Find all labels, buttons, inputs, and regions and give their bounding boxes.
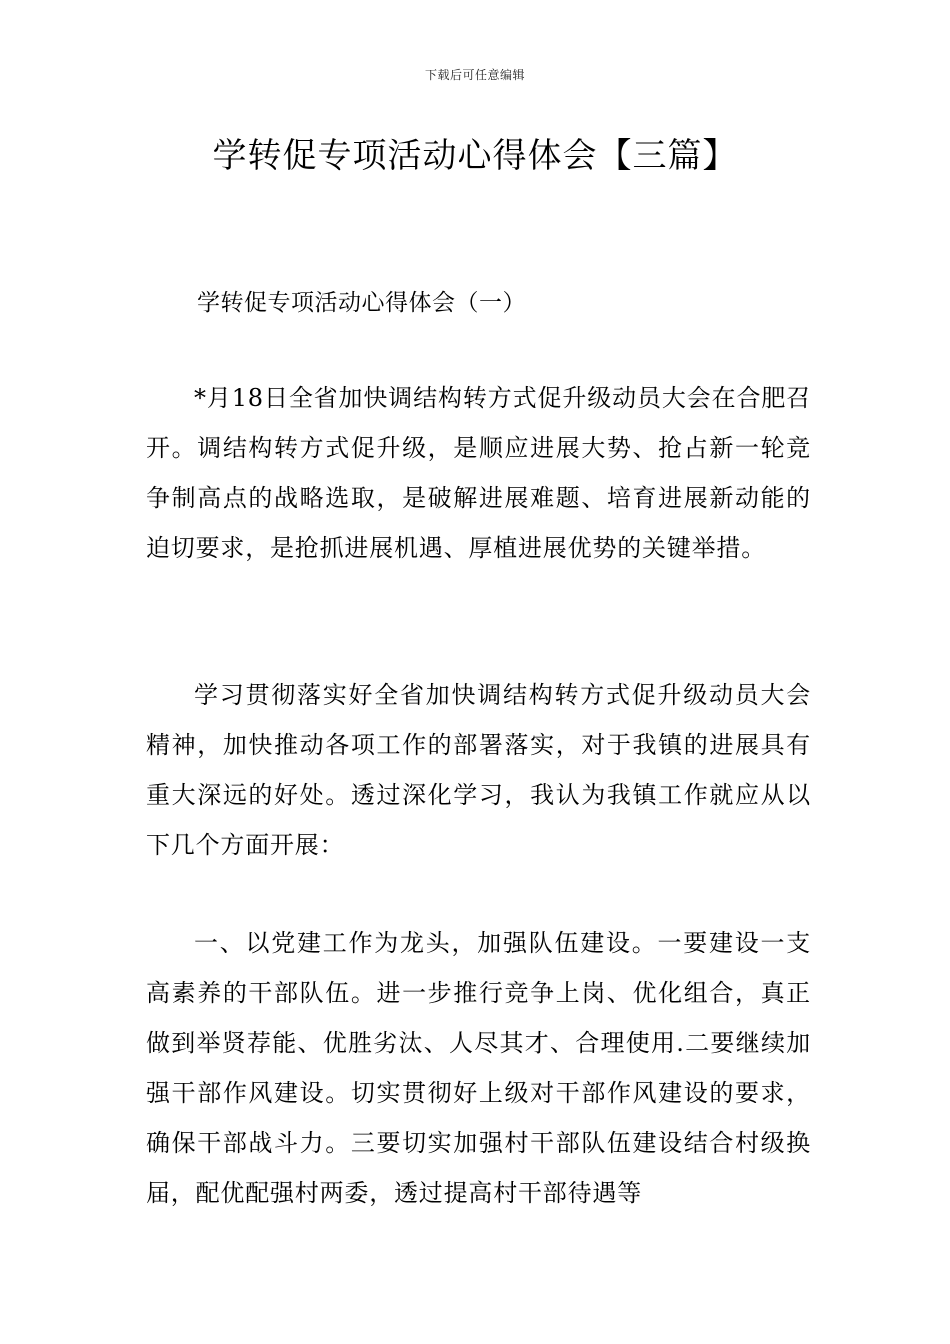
paragraph-3: 一、以党建工作为龙头，加强队伍建设。一要建设一支高素养的干部队伍。进一步推行竞争上岗、优化组合，真正做到举贤荐能、优胜劣汰、人尽其才、合理使用.二要继续加强干部作风建设。切实贯彻好上级对干部作风建设的要求，确保干部战斗力。三要切实加强村干部队伍建设结合村级换届，配优配强村两委，透过提高村干部待遇等	[146, 929, 811, 1207]
document-title: 学转促专项活动心得体会【三篇】	[212, 136, 738, 176]
paragraph-2: 学习贯彻落实好全省加快调结构转方式促升级动员大会精神，加快推动各项工作的部署落实，对于我镇的进展具有重大深远的好处。透过深化学习，我认为我镇工作就应从以下几个方面开展：	[146, 681, 811, 859]
header-note: 下载后可任意编辑	[424, 68, 525, 82]
section-title: 学转促专项活动心得体会（一）	[197, 290, 526, 316]
paragraph-1: *月18日全省加快调结构转方式促升级动员大会在合肥召开。调结构转方式促升级，是顺应进展大势、抢占新一轮竞争制高点的战略选取，是破解进展难题、培育进展新动能的迫切要求，是抢抓进展机遇、厚植进展优势的关键举措。	[146, 384, 811, 562]
